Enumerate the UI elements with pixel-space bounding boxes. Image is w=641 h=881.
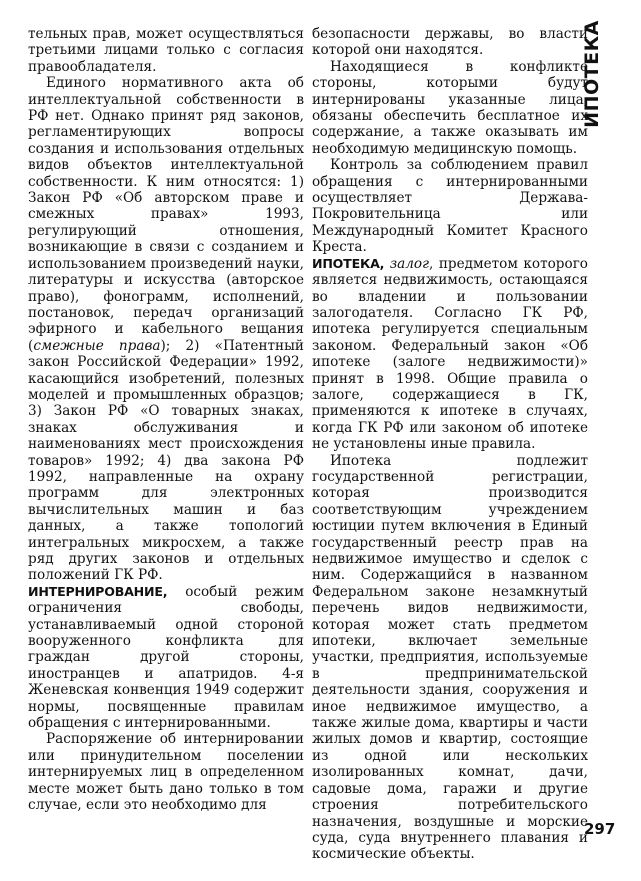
entry-def-mortgage: , предметом которого является недвижимость, остающаяся во владении и пользовании залогодателя. Согласно ГК РФ, ипотека регулируется специальным законом. Федеральный закон «Об ипотеке (залоге недвижимости)» принят в 1998. Общие правила о залоге, содержащиеся в ГК, применяются к ипотеке в случаях, когда ГК РФ или законом об ипотеке не установлены иные правила. — [312, 255, 588, 453]
paragraph-internment-order: Распоряжение об интернировании или принудительном поселении интернируемых лиц в определенном месте может быть дано только в том случае, если это необходимо для — [28, 731, 304, 814]
paragraph-mortgage-registration: Ипотека подлежит государственной регистрации, которая производится соответствующим учреждением юстиции путем включения в Единый государственный реестр прав на недвижимое имущество и сделок с ним. Содержащийся в названном Федеральном законе незамкнутый перечень видов недвижимости, которая может стать предметом ипотеки, включает земельные участки, предприятия, используемые в предпринимательской деятельности здания, сооружения и иное недвижимое имущество, а также жилые дома, квартиры и части жилых домов и квартир, состоящие из одной или нескольких изолированных комнат, дачи, садовые дома, гаражи и другие строения потребительского назначения, воздушные и морские суда, суда внутреннего плавания и космические объекты. — [312, 452, 588, 863]
ip-laws-text-b: ); 2) «Патентный закон Российской Федерации» 1992, касающийся изобретений, полезных моделей и промышленных образцов; 3) Закон РФ «О товарных знаках, знаках обслуживания и наименованиях мест происхождения товаров» 1992; 4) два закона РФ 1992, направленные на охрану программ для электронных вычислительных машин и баз данных, а также топологий интегральных микросхем, а также ряд других законов и отдельных положений ГК РФ. — [28, 337, 304, 584]
paragraph-continuation: тельных прав, может осуществляться третьими лицами только с согласия правообладателя. — [28, 26, 304, 75]
entry-term-mortgage: ИПОТЕКА, — [312, 255, 385, 271]
entry-term-internment: ИНТЕРНИРОВАНИЕ, — [28, 583, 168, 599]
left-column — [28, 26, 304, 814]
entry-internment — [28, 584, 304, 732]
paragraph-conflict-parties: Находящиеся в конфликте стороны, которыми будут интернированы указанные лица, обязаны обеспечить бесплатное их содержание, а также оказывать им необходимую медицинскую помощь. — [312, 58, 588, 157]
paragraph-control: Контроль за соблюдением правил обращения с интернированными осуществляет Держава-Покровительница или Международный Комитет Красного Креста. — [312, 157, 588, 256]
side-header — [578, 19, 606, 128]
ip-laws-emphasis: смежные права — [33, 337, 161, 354]
paragraph-continuation-right: безопасности державы, во власти которой они находятся. — [312, 26, 588, 59]
entry-def-internment: особый режим ограничения свободы, устанавливаемый одной стороной вооруженного конфликта для граждан другой стороны, иностранцев и апатридов. 4-я Женевская конвенция 1949 содержит нормы, посвященные правилам обращения с интернированными. — [28, 583, 304, 732]
page-number: 297 — [584, 820, 616, 838]
paragraph-ip-laws — [28, 75, 304, 584]
entry-mortgage-emphasis: залог — [389, 255, 429, 272]
ip-laws-text-a: Единого нормативного акта об интеллектуальной собственности в РФ нет. Однако принят ряд законов, регламентирующих вопросы создания и использования отдельных видов объектов интеллектуальной собственности. К ним относятся: 1) Закон РФ «Об авторском праве и смежных правах» 1993, регулирующий отношения, возникающие в связи с созданием и использованием произведений науки, литературы и искусства (авторское право), фонограмм, исполнений, постановок, передач организаций эфирного и кабельного вещания ( — [28, 75, 304, 354]
side-header-label: ИПОТЕКА — [581, 19, 604, 128]
right-column — [312, 26, 588, 863]
entry-mortgage — [312, 256, 588, 453]
